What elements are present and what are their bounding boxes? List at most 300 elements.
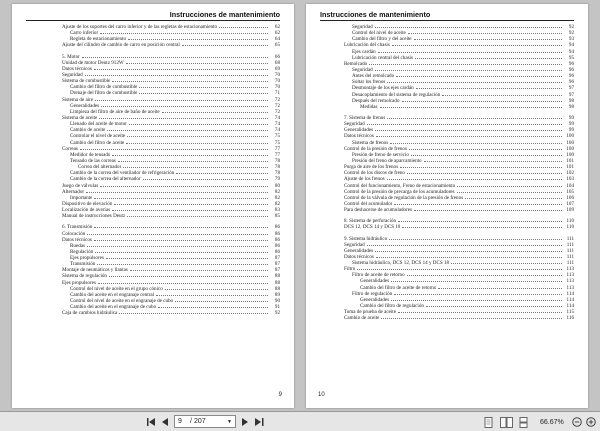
toc-entry-title: Datos técnicos bbox=[62, 65, 92, 72]
toc-entry-page: 70 bbox=[274, 78, 280, 85]
dot-leader bbox=[375, 27, 562, 28]
toc-entry-page: 86 bbox=[274, 242, 280, 249]
dot-leader bbox=[98, 283, 268, 284]
toc-entry-title: Ajuste del cilindro de cambio de carro en posición central bbox=[62, 42, 180, 49]
toc-entry-title: Generalidades bbox=[360, 278, 390, 285]
toc-entry-title: Desmontaje de los ejes cardán bbox=[352, 85, 414, 92]
two-page-view-icon[interactable] bbox=[500, 415, 513, 429]
document-page-left bbox=[12, 4, 294, 408]
toc-entry-page: 100 bbox=[566, 145, 574, 152]
toc-entry-page: 96 bbox=[568, 79, 574, 86]
toc-entry-page: 94 bbox=[568, 48, 574, 55]
chevron-down-icon[interactable]: ▼ bbox=[227, 418, 232, 425]
toc-entry-page: 72 bbox=[274, 102, 280, 109]
dot-leader bbox=[112, 81, 268, 82]
toc-entry-page: 82 bbox=[274, 200, 280, 207]
toc-entry-page: 77 bbox=[274, 145, 280, 152]
toc-entry-title: Seguridad bbox=[344, 121, 365, 128]
dot-leader bbox=[219, 27, 268, 28]
dot-leader bbox=[156, 295, 268, 296]
toc-entry-title: Remolcado bbox=[344, 60, 368, 67]
dot-leader bbox=[416, 88, 562, 89]
toc-entry-page: 87 bbox=[274, 267, 280, 274]
toc-entry-page: 86 bbox=[274, 236, 280, 243]
toc-entry-title: Localización de averías bbox=[62, 207, 111, 214]
toc-entry-title: Datos técnicos bbox=[62, 236, 92, 243]
dot-leader bbox=[392, 45, 562, 46]
toc-entry-title: Seguridad bbox=[352, 66, 373, 73]
dot-leader bbox=[80, 149, 268, 150]
toc-entry-page: 74 bbox=[274, 121, 280, 128]
toc-entry-page: 75 bbox=[274, 139, 280, 146]
toc-entry-page: 103 bbox=[566, 176, 574, 183]
dot-leader bbox=[414, 210, 562, 211]
toc-entry-page: 93 bbox=[568, 36, 574, 43]
dot-leader bbox=[408, 33, 562, 34]
toc-entry-page: 88 bbox=[274, 285, 280, 292]
toc-entry-page: 70 bbox=[274, 71, 280, 78]
toc-entry-page: 72 bbox=[274, 108, 280, 115]
toc-entry-title: Después del remolcado bbox=[352, 97, 400, 104]
toc-entry-page: 90 bbox=[274, 298, 280, 305]
toc-entry-page: 105 bbox=[566, 188, 574, 195]
dot-leader bbox=[376, 136, 562, 137]
dot-leader bbox=[95, 100, 268, 101]
dot-leader bbox=[381, 318, 562, 319]
dot-leader bbox=[114, 204, 268, 205]
first-page-icon[interactable] bbox=[146, 415, 156, 429]
dot-leader bbox=[119, 313, 268, 314]
dot-leader bbox=[414, 39, 562, 40]
toc-entry-page: 68 bbox=[274, 59, 280, 66]
toc-entry-page: 111 bbox=[566, 241, 574, 248]
dot-leader bbox=[100, 33, 268, 34]
toc-entry-title: Lubricación central del chasis bbox=[352, 54, 413, 61]
toc-entry-title: Carro inferior bbox=[70, 30, 99, 37]
toc-entry-page: 70 bbox=[274, 84, 280, 91]
toc-entry-title: Ejes propulsores bbox=[70, 255, 104, 262]
dot-leader bbox=[109, 276, 268, 277]
dot-leader bbox=[375, 130, 562, 131]
toc-entry-page: 87 bbox=[274, 261, 280, 268]
dot-leader bbox=[106, 258, 268, 259]
dot-leader bbox=[367, 124, 562, 125]
toc-entry-page: 113 bbox=[566, 266, 574, 273]
toc-entry-title: Purga de aire de los frenos bbox=[344, 164, 399, 171]
toc-entry-page: 92 bbox=[568, 30, 574, 37]
toc-entry-page: 107 bbox=[566, 200, 574, 207]
toc-entry-page: 96 bbox=[568, 60, 574, 67]
toc-entry-page: 83 bbox=[274, 207, 280, 214]
toc-entry-page: 88 bbox=[274, 273, 280, 280]
dot-leader bbox=[162, 112, 268, 113]
toc-entry-title: Correa del alternador bbox=[78, 164, 122, 171]
dot-leader bbox=[402, 101, 562, 102]
dot-leader bbox=[182, 45, 268, 46]
toc-entry-page: 65 bbox=[274, 42, 280, 49]
toc-entry-page: 92 bbox=[568, 24, 574, 30]
dot-leader bbox=[94, 227, 268, 228]
toc-entry-page: 71 bbox=[274, 90, 280, 97]
toc-entry-page: 113 bbox=[566, 284, 574, 291]
toc-entry-title: Generalidades bbox=[360, 296, 390, 303]
toc-entry[interactable] bbox=[344, 224, 574, 230]
toc-entry-title: Manual de instrucciones Deutz bbox=[62, 213, 126, 220]
toc-entry-page: 100 bbox=[566, 151, 574, 158]
toc-entry-title: Control del nivel de aceite bbox=[352, 30, 406, 37]
toc-entry[interactable] bbox=[62, 213, 280, 219]
page-number: 10 bbox=[318, 392, 325, 398]
dot-leader bbox=[387, 179, 562, 180]
table-of-contents bbox=[306, 24, 588, 321]
dot-leader bbox=[391, 300, 562, 301]
toc-entry-title: Cambio de la correa del alternador bbox=[70, 176, 141, 183]
toc-entry-page: 101 bbox=[566, 157, 574, 164]
toc-entry-title: 9. Sistema hidráulico bbox=[344, 235, 388, 242]
dot-leader bbox=[409, 149, 562, 150]
toc-entry-page: 111 bbox=[566, 260, 574, 267]
dot-leader bbox=[94, 240, 268, 241]
dot-leader bbox=[100, 186, 268, 187]
document-page-right bbox=[306, 4, 588, 408]
page-header-title: Instrucciones de mantenimiento bbox=[320, 10, 431, 19]
page-number-input[interactable] bbox=[174, 415, 236, 428]
toc-entry-page: 80 bbox=[274, 182, 280, 189]
dot-leader bbox=[94, 69, 268, 70]
toc-entry-page: 94 bbox=[568, 42, 574, 49]
toc-entry-title: Datos técnicos bbox=[344, 253, 374, 260]
dot-leader bbox=[411, 155, 562, 156]
toc-entry-page: 99 bbox=[568, 121, 574, 128]
dot-leader bbox=[86, 192, 268, 193]
toc-entry-page: 97 bbox=[568, 91, 574, 98]
dot-leader bbox=[85, 75, 268, 76]
toc-entry-title: Seguridad bbox=[352, 24, 373, 30]
toc-entry-title: Control del nivel de aceite en el grupo cónico bbox=[70, 285, 163, 292]
toc-entry-title: Ejes propulsores bbox=[62, 279, 96, 286]
toc-entry-title: Unidad de motor Deutz 912W bbox=[62, 59, 124, 66]
toc-entry-title: Sistema de regulación bbox=[62, 273, 107, 280]
toc-entry-page: 62 bbox=[274, 24, 280, 30]
header-rule bbox=[26, 20, 280, 21]
toc-entry-title: Cambio del filtro de aceite bbox=[70, 139, 125, 146]
toc-entry-title: Cambio de la correa del ventilador de refrigeración bbox=[70, 170, 175, 177]
toc-entry-title: 8. Sistema de perforación bbox=[344, 218, 397, 225]
dot-leader bbox=[457, 192, 562, 193]
toc-entry-title: Filtro de regulación bbox=[352, 290, 393, 297]
dot-leader bbox=[380, 107, 562, 108]
dot-leader bbox=[165, 289, 268, 290]
toc-entry-page: 101 bbox=[566, 164, 574, 171]
toc-entry-page: 86 bbox=[274, 248, 280, 255]
toc-entry-page: 99 bbox=[568, 127, 574, 134]
dot-leader bbox=[101, 106, 268, 107]
toc-entry-title: 6. Transmisión bbox=[62, 224, 93, 231]
toc-entry-title: Sistema de frenos bbox=[352, 139, 389, 146]
toc-entry-title: Sistema de combustible bbox=[62, 78, 111, 85]
toc-entry-page: 114 bbox=[566, 290, 574, 297]
toc-entry-title: Cambio del filtro de aceite de retorno bbox=[360, 284, 437, 291]
toc-entry-page: 97 bbox=[568, 85, 574, 92]
dot-leader bbox=[357, 269, 562, 270]
dot-leader bbox=[391, 281, 562, 282]
toc-entry-page: 69 bbox=[274, 65, 280, 72]
dot-leader bbox=[127, 136, 268, 137]
toc-entry-title: Regulación bbox=[70, 248, 94, 255]
toc-entry-title: Dispositivo de elevación bbox=[62, 200, 113, 207]
dot-leader bbox=[139, 87, 268, 88]
table-of-contents bbox=[12, 24, 294, 316]
toc-entry-title: Control del nivel de aceite en el engranaje de cubo bbox=[70, 298, 174, 305]
toc-entry-page: 99 bbox=[568, 114, 574, 121]
toc-entry-title: Juego de válvulas bbox=[62, 182, 99, 189]
toc-entry-page: 116 bbox=[566, 315, 574, 322]
toc-entry-page: 74 bbox=[274, 114, 280, 121]
dot-leader bbox=[99, 118, 268, 119]
toc-entry-title: 7. Sistema de frenos bbox=[344, 114, 386, 121]
last-page-icon[interactable] bbox=[254, 415, 264, 429]
toc-entry-title: Presión de freno de servicio bbox=[352, 151, 409, 158]
toc-entry-page: 96 bbox=[568, 66, 574, 73]
dot-leader bbox=[369, 64, 562, 65]
toc-entry-title: Regleta de estacionamiento bbox=[70, 36, 127, 43]
toc-entry-page: 89 bbox=[274, 291, 280, 298]
total-pages: 207 bbox=[193, 418, 206, 425]
toc-entry-title: Medidas bbox=[360, 103, 378, 110]
dot-leader bbox=[396, 76, 562, 77]
toc-entry-title: Transmisión bbox=[70, 261, 96, 268]
toc-entry-page: 113 bbox=[566, 278, 574, 285]
toc-entry-title: Sistema hidráulico, DCS 12, DCS 14 y DCS 18 bbox=[352, 260, 450, 267]
toc-entry-page: 98 bbox=[568, 97, 574, 104]
dot-leader bbox=[402, 227, 562, 228]
toc-entry-page: 78 bbox=[274, 170, 280, 177]
dot-leader bbox=[107, 130, 268, 131]
dot-leader bbox=[438, 288, 562, 289]
toc-entry-page: 78 bbox=[274, 157, 280, 164]
dot-leader bbox=[426, 306, 562, 307]
toc-entry-page: 85 bbox=[274, 213, 280, 220]
toc-entry[interactable] bbox=[344, 207, 574, 213]
toc-entry-title: Ejes cardán bbox=[352, 48, 376, 55]
current-page-value[interactable]: 9 bbox=[178, 418, 182, 425]
dot-leader bbox=[376, 257, 562, 258]
dot-leader bbox=[407, 275, 562, 276]
toc-entry-page: 95 bbox=[568, 54, 574, 61]
continuous-view-icon[interactable] bbox=[518, 415, 529, 429]
dot-leader bbox=[87, 234, 268, 235]
dot-leader bbox=[126, 143, 268, 144]
dot-leader bbox=[87, 246, 268, 247]
toc-entry-title: Cambio del filtro de regulación bbox=[360, 303, 424, 310]
dot-leader bbox=[123, 167, 268, 168]
toc-entry-title: Drenaje del filtro de combustible bbox=[70, 90, 138, 97]
zoom-level[interactable]: 66.67% bbox=[540, 418, 564, 426]
toc-entry-page: 96 bbox=[568, 73, 574, 80]
toc-entry-title: Cambio de aceite bbox=[70, 127, 106, 134]
dot-leader bbox=[130, 270, 268, 271]
toc-entry-page: 82 bbox=[274, 194, 280, 201]
toc-entry-page: 62 bbox=[274, 30, 280, 37]
toc-entry-page: 64 bbox=[274, 36, 280, 43]
toc-entry-page: 91 bbox=[274, 304, 280, 311]
dot-leader bbox=[378, 52, 562, 53]
page-number: 9 bbox=[278, 392, 282, 398]
dot-leader bbox=[415, 58, 562, 59]
toc-entry-page: 86 bbox=[274, 224, 280, 231]
toc-entry-page: 113 bbox=[566, 272, 574, 279]
toc-entry-page: 87 bbox=[274, 255, 280, 262]
toc-entry-title: Datos técnicos bbox=[344, 133, 374, 140]
toc-entry-page: 78 bbox=[274, 164, 280, 171]
toc-entry-title: Toma de prueba de aceite bbox=[344, 309, 396, 316]
dot-leader bbox=[375, 251, 562, 252]
header-rule bbox=[320, 20, 574, 21]
toc-entry-title: DCS 12, DCS 14 y DCS 18 bbox=[344, 224, 401, 231]
zoom-out-icon[interactable] bbox=[572, 415, 582, 429]
toc-entry-page: 100 bbox=[566, 133, 574, 140]
toc-entry-title: Lubricación del chasis bbox=[344, 42, 390, 49]
toc-entry-title: Controlar el nivel de aceite bbox=[70, 133, 126, 140]
toc-entry-title: Alternador bbox=[62, 188, 85, 195]
dot-leader bbox=[175, 301, 268, 302]
toc-entry[interactable] bbox=[344, 104, 574, 110]
toc-entry-title: Generalidades bbox=[344, 127, 374, 134]
toc-entry-title: Limpieza del filtro de aire de baño de aceite bbox=[70, 108, 160, 115]
dot-leader bbox=[95, 252, 268, 253]
toc-entry-title: Ruedas bbox=[70, 242, 85, 249]
toc-entry-title: Presión del freno de aparcamiento bbox=[352, 157, 422, 164]
toc-entry-page: 74 bbox=[274, 127, 280, 134]
toc-entry-page: 77 bbox=[274, 151, 280, 158]
toc-entry-page: 115 bbox=[566, 309, 574, 316]
toc-entry-title: Seguridad bbox=[344, 241, 365, 248]
toc-entry-title: Llenado del aceite de motor bbox=[70, 121, 127, 128]
toc-entry-title: Montaje de neumáticos y llantas bbox=[62, 267, 128, 274]
toc-entry-title: Filtro de aceite de retorno bbox=[352, 272, 405, 279]
dot-leader bbox=[118, 161, 268, 162]
dot-leader bbox=[128, 39, 268, 40]
toc-entry-title: Cambio del filtro de combustible bbox=[70, 84, 138, 91]
toc-entry-page: 110 bbox=[566, 218, 574, 225]
toc-entry-page: 92 bbox=[274, 310, 280, 317]
dot-leader bbox=[389, 239, 562, 240]
toc-entry-page: 110 bbox=[566, 224, 574, 231]
toc-entry-title: Ajuste de los frenos bbox=[344, 176, 385, 183]
dot-leader bbox=[400, 167, 562, 168]
dot-leader bbox=[367, 245, 562, 246]
dot-leader bbox=[126, 63, 268, 64]
toc-entry-title: Antes del remolcado bbox=[352, 73, 395, 80]
dot-leader bbox=[82, 57, 268, 58]
dot-leader bbox=[394, 204, 562, 205]
toc-entry-page: 82 bbox=[274, 188, 280, 195]
viewer-toolbar bbox=[0, 411, 600, 431]
dot-leader bbox=[390, 143, 562, 144]
toc-entry-page: 102 bbox=[566, 170, 574, 177]
dot-leader bbox=[143, 179, 268, 180]
dot-leader bbox=[158, 307, 268, 308]
toc-entry-title: Cambio del aceite en el engranaje de cubo bbox=[70, 304, 157, 311]
dot-leader bbox=[398, 312, 562, 313]
toc-entry[interactable] bbox=[62, 310, 280, 316]
toc-entry-title: Control del acumulador bbox=[344, 200, 393, 207]
toc-entry-title: Generalidades bbox=[344, 247, 374, 254]
toc-entry-page: 86 bbox=[274, 230, 280, 237]
toc-entry-page: 100 bbox=[566, 139, 574, 146]
toc-entry-title: Control de la presión de precarga de los acumuladores bbox=[344, 188, 455, 195]
dot-leader bbox=[424, 161, 562, 162]
toc-entry-title: Importante bbox=[70, 194, 93, 201]
dot-leader bbox=[97, 264, 268, 265]
toc-entry-title: Control de la válvula de regulación de la presión de frenos bbox=[344, 194, 464, 201]
toc-entry[interactable] bbox=[62, 42, 280, 48]
dot-leader bbox=[94, 198, 268, 199]
toc-entry-page: 111 bbox=[566, 253, 574, 260]
toc-entry-title: Ajuste de los soportes del carro inferior y de las regletas de estacionamiento bbox=[62, 24, 218, 30]
dot-leader bbox=[176, 173, 268, 174]
dot-leader bbox=[398, 221, 562, 222]
toc-entry-title: Soltar los frenos bbox=[352, 79, 386, 86]
toc-entry-title: Control del funcionamiento, Freno de estacionamiento bbox=[344, 182, 456, 189]
dot-leader bbox=[407, 173, 562, 174]
page-header-title: Instrucciones de mantenimiento bbox=[169, 10, 280, 19]
dot-leader bbox=[129, 124, 268, 125]
toc-entry-page: 106 bbox=[566, 194, 574, 201]
toc-entry-title: Control de la presión de frenos bbox=[344, 145, 407, 152]
toc-entry-title: 5. Motor bbox=[62, 53, 80, 60]
toc-entry-title: Sistema de aire bbox=[62, 96, 94, 103]
toc-entry[interactable] bbox=[344, 315, 574, 321]
toc-entry-page: 75 bbox=[274, 133, 280, 140]
previous-page-icon[interactable] bbox=[160, 415, 170, 429]
dot-leader bbox=[442, 95, 562, 96]
toc-entry-page: 66 bbox=[274, 53, 280, 60]
dot-leader bbox=[465, 198, 562, 199]
toc-entry-page: 111 bbox=[566, 247, 574, 254]
toc-entry-title: Caja de cambios hidráulica bbox=[62, 310, 118, 317]
toc-entry-title: Cambio del aceite en el engranaje central bbox=[70, 291, 155, 298]
zoom-in-icon[interactable] bbox=[586, 415, 596, 429]
toc-entry-title: Sistema de aceite bbox=[62, 114, 98, 121]
dot-leader bbox=[127, 216, 268, 217]
toc-entry-title: Desacoplamiento del sistema de regulación bbox=[352, 91, 441, 98]
toc-entry-title: Medidor de tensado bbox=[70, 151, 111, 158]
toc-entry-page: 109 bbox=[566, 207, 574, 214]
dot-leader bbox=[112, 155, 268, 156]
toc-entry-page: 79 bbox=[274, 176, 280, 183]
toc-entry-page: 114 bbox=[566, 303, 574, 310]
toc-entry-title: Para deshacerse de acumuladores bbox=[344, 207, 413, 214]
dot-leader bbox=[457, 186, 562, 187]
dot-leader bbox=[387, 118, 562, 119]
toc-entry-page: 98 bbox=[568, 103, 574, 110]
toc-entry-title: Filtro bbox=[344, 266, 356, 273]
toc-entry-title: Cambio del filtro y del aceite bbox=[352, 36, 412, 43]
page-separator: / bbox=[190, 418, 192, 425]
toc-entry-title: Generalidades bbox=[70, 102, 100, 109]
next-page-icon[interactable] bbox=[240, 415, 250, 429]
toc-entry-title: Tensado de las correas bbox=[70, 157, 116, 164]
toc-entry-page: 114 bbox=[566, 296, 574, 303]
toc-entry-title: Control de los discos de freno bbox=[344, 170, 405, 177]
dot-leader bbox=[375, 70, 562, 71]
dot-leader bbox=[112, 210, 268, 211]
single-page-view-icon[interactable] bbox=[484, 415, 493, 429]
toc-entry-page: 111 bbox=[566, 235, 574, 242]
toc-entry-page: 104 bbox=[566, 182, 574, 189]
toc-entry-title: Seguridad bbox=[62, 71, 83, 78]
